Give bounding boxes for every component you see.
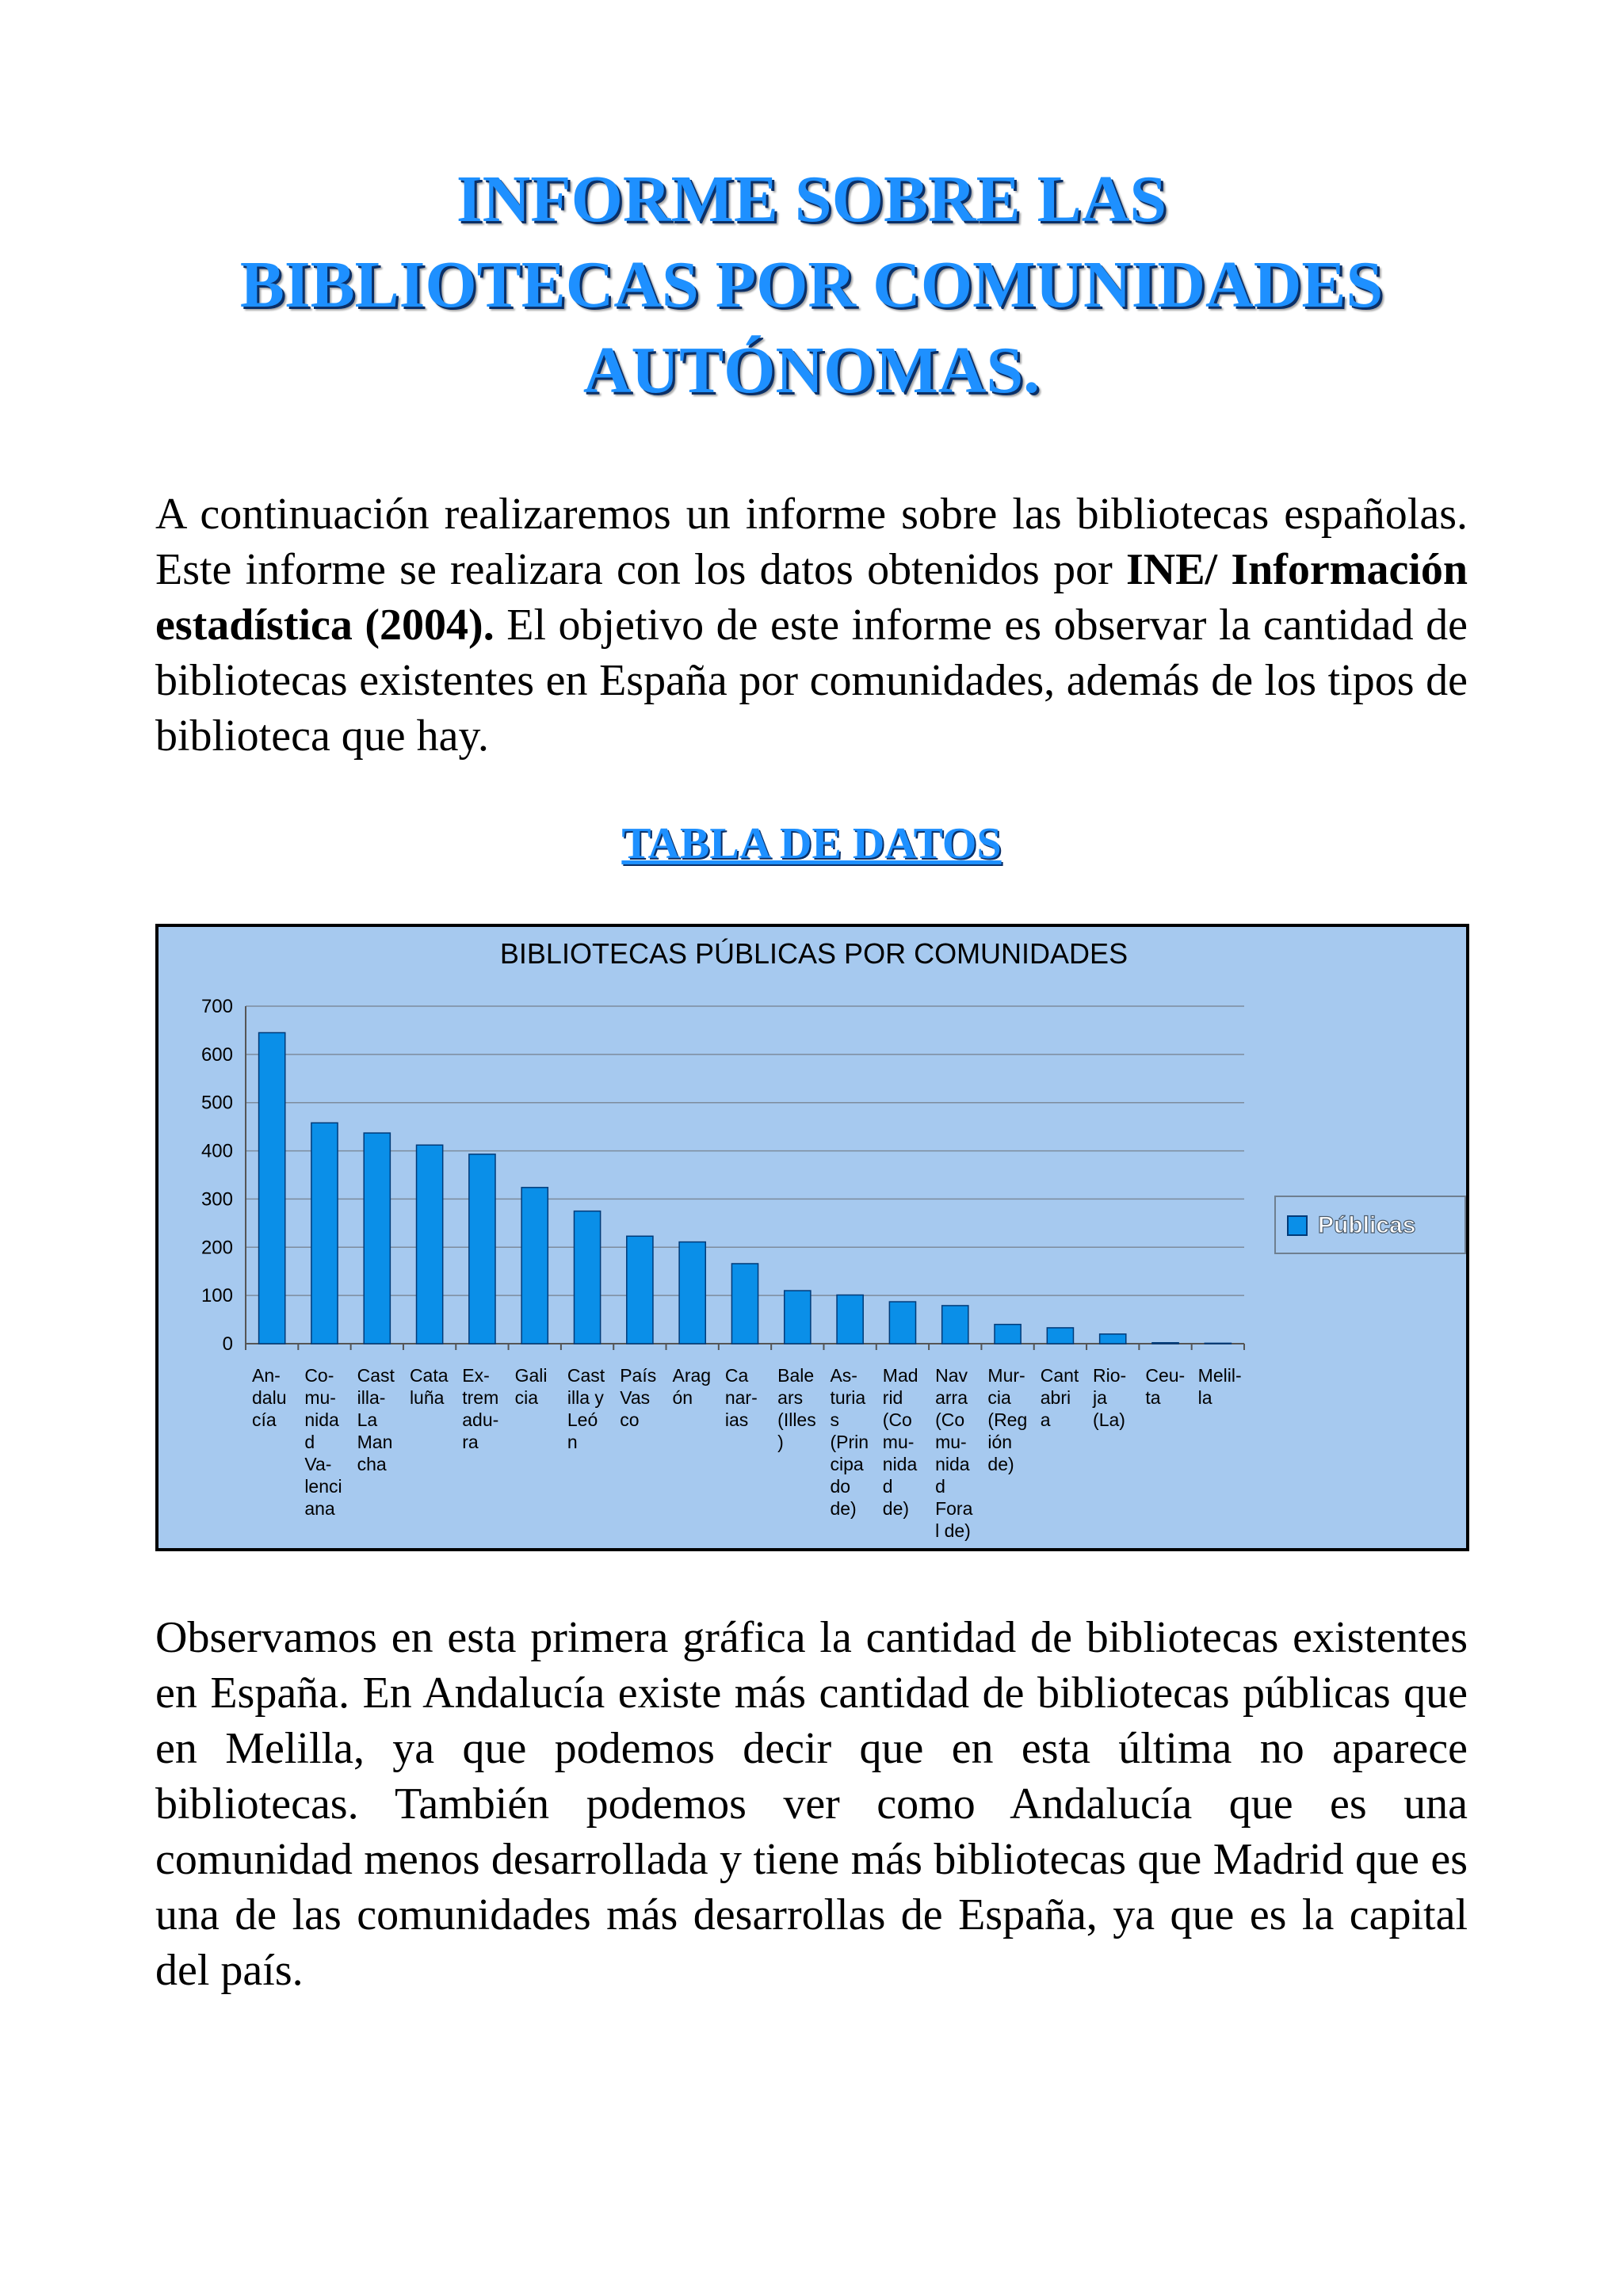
x-tick-label: cia — [514, 1387, 538, 1408]
x-tick-label: d — [882, 1476, 893, 1497]
chart-title: BIBLIOTECAS PÚBLICAS POR COMUNIDADES — [499, 937, 1128, 970]
x-tick-label: Leó — [567, 1409, 598, 1430]
x-tick-label: As- — [830, 1365, 857, 1386]
x-tick-label: co — [620, 1409, 640, 1430]
bar — [785, 1291, 811, 1344]
bar — [469, 1154, 495, 1344]
intro-paragraph — [155, 486, 1468, 764]
x-tick-label: illa- — [357, 1387, 386, 1408]
x-tick-label: dalu — [252, 1387, 287, 1408]
x-tick-label: ja — [1093, 1387, 1107, 1408]
bar — [995, 1325, 1021, 1344]
intro-source: INE/ Información estadística (2004). — [155, 545, 1468, 650]
x-tick-label: ón — [672, 1387, 693, 1408]
legend-label: Públicas — [1318, 1212, 1416, 1238]
x-tick-label: Nav — [935, 1365, 968, 1386]
x-tick-label: cía — [252, 1409, 277, 1430]
x-tick-label: ión — [987, 1432, 1013, 1452]
x-tick-label: illa y — [567, 1387, 604, 1408]
x-tick-label: (Co — [882, 1409, 912, 1430]
x-tick-label: a — [1040, 1409, 1051, 1430]
y-tick-label: 100 — [200, 1285, 233, 1307]
chart-frame — [155, 924, 1469, 1551]
x-tick-label: mu- — [304, 1387, 336, 1408]
x-tick-label: cia — [987, 1387, 1011, 1408]
x-tick-label: ana — [304, 1498, 335, 1519]
x-tick-label: ars — [777, 1387, 804, 1408]
title-line-1: INFORME SOBRE LAS — [456, 162, 1167, 236]
bar-chart — [158, 927, 1466, 1548]
bar — [574, 1211, 600, 1344]
x-tick-label: n — [567, 1432, 578, 1452]
y-tick-label: 500 — [200, 1092, 233, 1114]
x-tick-label: Rio- — [1093, 1365, 1127, 1386]
y-tick-label: 700 — [200, 996, 233, 1017]
x-tick-label: Va- — [304, 1454, 332, 1474]
x-tick-label: s — [830, 1409, 839, 1430]
x-tick-label: cipa — [830, 1454, 864, 1474]
x-tick-label: Cast — [357, 1365, 395, 1386]
x-tick-label: País — [620, 1365, 657, 1386]
title-line-2: BIBLIOTECAS POR COMUNIDADES — [239, 248, 1384, 322]
section-title: TABLA DE DATOS — [621, 819, 1002, 868]
bar — [1100, 1334, 1126, 1344]
bar — [521, 1188, 548, 1344]
bar — [1047, 1328, 1073, 1344]
x-tick-label: Ca — [724, 1365, 749, 1386]
x-tick-label: luña — [409, 1387, 445, 1408]
y-tick-label: 0 — [222, 1333, 233, 1355]
x-tick-label: ias — [724, 1409, 749, 1430]
bar — [1205, 1343, 1231, 1344]
x-tick-label: ta — [1145, 1387, 1161, 1408]
legend — [1275, 1196, 1465, 1253]
x-tick-label: Fora — [935, 1498, 973, 1519]
x-tick-label: arra — [935, 1387, 968, 1408]
x-tick-label: Vas — [620, 1387, 651, 1408]
x-tick-label: Man — [357, 1432, 393, 1452]
x-tick-label: Cast — [567, 1365, 605, 1386]
x-tick-label: do — [830, 1476, 851, 1497]
x-tick-label: turia — [830, 1387, 866, 1408]
bar — [364, 1133, 390, 1344]
x-tick-label: An- — [252, 1365, 281, 1386]
x-tick-label: (Illes — [777, 1409, 816, 1430]
bar — [259, 1032, 285, 1344]
x-tick-label: de) — [830, 1498, 857, 1519]
x-tick-label: Mad — [882, 1365, 918, 1386]
bar — [889, 1302, 915, 1344]
x-tick-label: La — [357, 1409, 378, 1430]
legend-swatch — [1288, 1216, 1307, 1235]
x-tick-label: Melil- — [1197, 1365, 1242, 1386]
x-tick-label: nida — [304, 1409, 339, 1430]
bar — [311, 1123, 338, 1344]
x-tick-label: nida — [935, 1454, 970, 1474]
x-tick-label: Ceu- — [1145, 1365, 1186, 1386]
x-tick-label: ) — [777, 1432, 784, 1452]
y-tick-label: 400 — [200, 1140, 233, 1162]
x-tick-label: abri — [1040, 1387, 1071, 1408]
x-tick-label: Arag — [672, 1365, 712, 1386]
y-axis-ticks — [201, 996, 233, 1355]
bar — [731, 1264, 758, 1344]
x-tick-label: Ex- — [462, 1365, 490, 1386]
x-tick-label: ra — [462, 1432, 479, 1452]
intro-text-1: A continuación realizaremos un informe sobre las bibliotecas españolas. Este informe se realizara con los datos obtenidos por — [155, 490, 1468, 594]
x-tick-label: Cant — [1040, 1365, 1079, 1386]
bar — [417, 1145, 443, 1344]
x-tick-label: de) — [987, 1454, 1014, 1474]
x-tick-label: (La) — [1093, 1409, 1125, 1430]
x-tick-label: l de) — [935, 1520, 971, 1541]
x-tick-label: adu- — [462, 1409, 499, 1430]
x-tick-label: lenci — [304, 1476, 342, 1497]
x-tick-label: Gali — [514, 1365, 548, 1386]
bars — [259, 1032, 1232, 1344]
document-title — [155, 157, 1468, 414]
bar — [1152, 1343, 1178, 1344]
conclusion-paragraph: Observamos en esta primera gráfica la cantidad de bibliotecas existentes en España. En Andalucía existe más cantidad de bibliotecas públicas que en Melilla, ya que podemos decir que en esta última no aparece bibliotecas. También podemos ver como Andalucía que es una comunidad menos desarrollada y tiene más bibliotecas que Madrid que es una de las comunidades más desarrollas de España, ya que es la capital del país. — [155, 1613, 1468, 1995]
x-tick-label: (Reg — [987, 1409, 1028, 1430]
intro-text-2: El objetivo de este informe es observar la cantidad de bibliotecas existentes en España por comunidades, además de los tipos de biblioteca que hay. — [155, 601, 1468, 761]
x-tick-label: (Co — [935, 1409, 965, 1430]
y-tick-label: 200 — [200, 1237, 233, 1259]
bar — [627, 1236, 653, 1344]
bar — [679, 1242, 705, 1344]
y-tick-label: 600 — [200, 1043, 233, 1066]
x-tick-label: rid — [882, 1387, 903, 1408]
x-tick-label: (Prin — [830, 1432, 869, 1452]
y-tick-label: 300 — [200, 1188, 233, 1211]
x-tick-label: Mur- — [987, 1365, 1025, 1386]
x-tick-label: de) — [882, 1498, 910, 1519]
x-tick-label: mu- — [882, 1432, 915, 1452]
x-tick-label: cha — [357, 1454, 387, 1474]
x-tick-label: Bale — [777, 1365, 815, 1386]
x-tick-label: Co- — [304, 1365, 334, 1386]
x-axis-labels — [252, 1365, 1242, 1541]
x-tick-label: mu- — [935, 1432, 967, 1452]
x-tick-label: d — [304, 1432, 315, 1452]
bar — [837, 1295, 863, 1344]
x-tick-label: nar- — [724, 1387, 758, 1408]
title-line-3: AUTÓNOMAS. — [582, 334, 1041, 407]
x-tick-label: la — [1197, 1387, 1212, 1408]
x-tick-label: trem — [462, 1387, 499, 1408]
x-tick-label: d — [935, 1476, 945, 1497]
bar — [942, 1306, 968, 1344]
x-tick-label: nida — [882, 1454, 918, 1474]
x-tick-label: Cata — [409, 1365, 449, 1386]
